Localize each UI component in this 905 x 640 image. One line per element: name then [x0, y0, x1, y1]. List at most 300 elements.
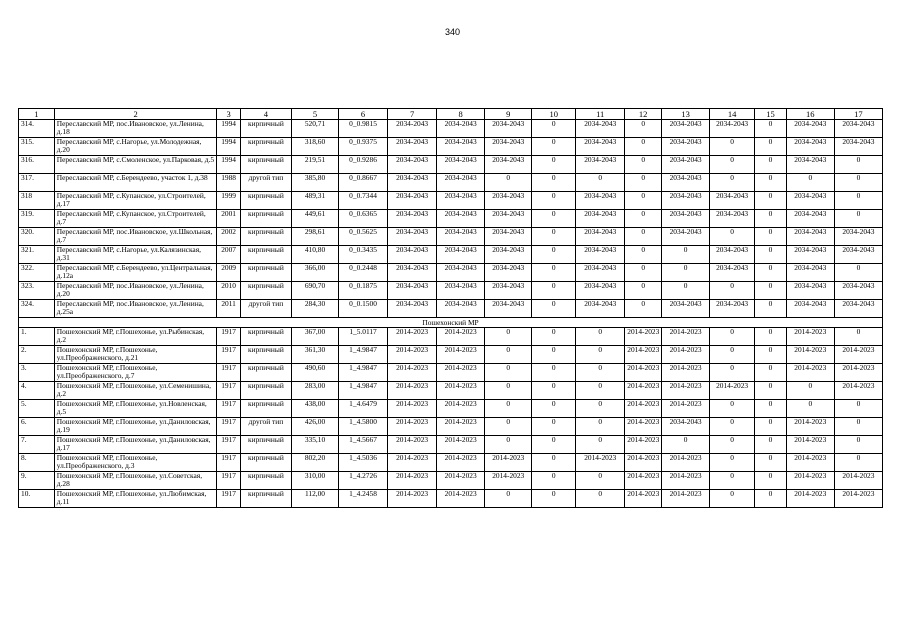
address-cell: Переславский МР, с.Купанское, ул.Строителей, д.7 — [54, 210, 217, 228]
address-cell: Пошехонский МР, г.Пошехонье, ул.Преображенского, д.3 — [54, 454, 217, 472]
period-cell: 2014-2023 — [437, 490, 485, 508]
period-cell: 0 — [576, 174, 625, 192]
period-cell: 2014-2023 — [834, 472, 882, 490]
period-cell: 2014-2023 — [662, 364, 710, 382]
section-title: Пошехонский МР — [19, 318, 883, 328]
period-cell: 2034-2043 — [662, 138, 710, 156]
area-cell: 520,71 — [291, 120, 338, 138]
period-cell: 0 — [532, 156, 576, 174]
period-cell: 2034-2043 — [576, 156, 625, 174]
year-cell: 1917 — [217, 382, 241, 400]
column-number: 7 — [388, 109, 437, 120]
period-cell: 2014-2023 — [625, 346, 662, 364]
address-cell: Пошехонский МР, г.Пошехонье, ул.Рыбинская, д.2 — [54, 328, 217, 346]
period-cell: 0 — [755, 346, 787, 364]
period-cell: 0 — [625, 192, 662, 210]
period-cell: 0 — [576, 472, 625, 490]
period-cell: 0 — [532, 120, 576, 138]
period-cell: 2034-2043 — [437, 120, 485, 138]
table-row — [19, 210, 883, 228]
period-cell: 0 — [834, 192, 882, 210]
index-cell: 1_4.9847 — [339, 346, 388, 364]
period-cell: 2014-2023 — [662, 328, 710, 346]
period-cell: 2034-2043 — [786, 300, 834, 318]
period-cell: 0 — [834, 454, 882, 472]
column-number-row — [19, 109, 883, 120]
period-cell: 0 — [532, 246, 576, 264]
area-cell: 410,80 — [291, 246, 338, 264]
period-cell: 0 — [532, 346, 576, 364]
period-cell: 2014-2023 — [437, 364, 485, 382]
period-cell: 0 — [755, 174, 787, 192]
period-cell: 2034-2043 — [437, 210, 485, 228]
address-cell: Переславский МР, с.Берендеево, ул.Центральная, д.12а — [54, 264, 217, 282]
column-number: 16 — [786, 109, 834, 120]
period-cell: 2014-2023 — [485, 454, 532, 472]
index-cell: 1_4.9847 — [339, 364, 388, 382]
address-cell: Переславский МР, с.Купанское, ул.Строителей, д.17 — [54, 192, 217, 210]
period-cell: 2034-2043 — [388, 120, 437, 138]
period-cell: 0 — [576, 328, 625, 346]
period-cell: 2014-2023 — [437, 472, 485, 490]
period-cell: 2034-2043 — [437, 246, 485, 264]
period-cell: 2034-2043 — [710, 300, 755, 318]
table-header — [19, 109, 883, 120]
period-cell: 2034-2043 — [437, 264, 485, 282]
period-cell: 0 — [625, 282, 662, 300]
period-cell: 2014-2023 — [388, 382, 437, 400]
index-cell: 0_0.9815 — [339, 120, 388, 138]
period-cell: 0 — [532, 418, 576, 436]
period-cell: 2014-2023 — [786, 364, 834, 382]
year-cell: 2007 — [217, 246, 241, 264]
address-cell: Переславский МР, с.Нагорье, ул.Молодежная, д.20 — [54, 138, 217, 156]
period-cell: 2034-2043 — [662, 120, 710, 138]
table-row — [19, 328, 883, 346]
period-cell: 2034-2043 — [662, 192, 710, 210]
row-number: 9. — [19, 472, 55, 490]
column-number: 11 — [576, 109, 625, 120]
period-cell: 2034-2043 — [834, 138, 882, 156]
period-cell: 0 — [532, 490, 576, 508]
period-cell: 0 — [710, 282, 755, 300]
area-cell: 298,61 — [291, 228, 338, 246]
area-cell: 449,61 — [291, 210, 338, 228]
year-cell: 2011 — [217, 300, 241, 318]
period-cell: 2014-2023 — [485, 472, 532, 490]
table-row — [19, 436, 883, 454]
period-cell: 2014-2023 — [786, 328, 834, 346]
row-number: 1. — [19, 328, 55, 346]
period-cell: 0 — [755, 300, 787, 318]
period-cell: 0 — [532, 138, 576, 156]
address-cell: Переславский МР, с.Берендеево, участок 1, д.38 — [54, 174, 217, 192]
period-cell: 0 — [710, 346, 755, 364]
year-cell: 1917 — [217, 400, 241, 418]
period-cell: 2034-2043 — [437, 228, 485, 246]
period-cell: 0 — [662, 264, 710, 282]
period-cell: 0 — [710, 418, 755, 436]
period-cell: 0 — [532, 436, 576, 454]
year-cell: 1917 — [217, 454, 241, 472]
period-cell: 0 — [786, 382, 834, 400]
column-number: 15 — [755, 109, 787, 120]
year-cell: 2009 — [217, 264, 241, 282]
period-cell: 0 — [576, 400, 625, 418]
column-number: 8 — [437, 109, 485, 120]
period-cell: 2034-2043 — [662, 300, 710, 318]
period-cell: 2014-2023 — [625, 454, 662, 472]
period-cell: 2014-2023 — [786, 418, 834, 436]
period-cell: 2034-2043 — [388, 138, 437, 156]
year-cell: 1917 — [217, 418, 241, 436]
period-cell: 0 — [834, 418, 882, 436]
column-number: 3 — [217, 109, 241, 120]
period-cell: 0 — [532, 228, 576, 246]
period-cell: 2034-2043 — [662, 174, 710, 192]
column-number: 6 — [339, 109, 388, 120]
period-cell: 0 — [485, 174, 532, 192]
address-cell: Пошехонский МР, г.Пошехонье, ул.Даниловская, д.17 — [54, 436, 217, 454]
address-cell: Переславский МР, пос.Ивановское, ул.Ленина, д.18 — [54, 120, 217, 138]
period-cell: 2034-2043 — [388, 300, 437, 318]
material-cell: другой тип — [240, 174, 291, 192]
period-cell: 2034-2043 — [834, 300, 882, 318]
material-cell: кирпичный — [240, 364, 291, 382]
period-cell: 2034-2043 — [710, 246, 755, 264]
period-cell: 0 — [576, 418, 625, 436]
period-cell: 0 — [485, 490, 532, 508]
period-cell: 2034-2043 — [485, 120, 532, 138]
period-cell: 0 — [755, 382, 787, 400]
period-cell: 2014-2023 — [786, 472, 834, 490]
period-cell: 0 — [710, 156, 755, 174]
period-cell: 0 — [834, 210, 882, 228]
address-cell: Переславский МР, пос.Ивановское, ул.Ленина, д.25а — [54, 300, 217, 318]
period-cell: 0 — [834, 264, 882, 282]
period-cell: 0 — [834, 400, 882, 418]
year-cell: 1994 — [217, 156, 241, 174]
period-cell: 2014-2023 — [437, 436, 485, 454]
period-cell: 0 — [625, 120, 662, 138]
index-cell: 1_4.2726 — [339, 472, 388, 490]
material-cell: кирпичный — [240, 490, 291, 508]
section-header — [19, 318, 883, 328]
period-cell: 0 — [532, 400, 576, 418]
column-number: 14 — [710, 109, 755, 120]
index-cell: 0_0.9375 — [339, 138, 388, 156]
period-cell: 2034-2043 — [437, 174, 485, 192]
column-number: 1 — [19, 109, 55, 120]
period-cell: 2014-2023 — [388, 490, 437, 508]
period-cell: 2014-2023 — [388, 472, 437, 490]
row-number: 6. — [19, 418, 55, 436]
period-cell: 0 — [485, 436, 532, 454]
period-cell: 2034-2043 — [485, 282, 532, 300]
period-cell: 2014-2023 — [437, 454, 485, 472]
period-cell: 2034-2043 — [437, 156, 485, 174]
period-cell: 2034-2043 — [834, 246, 882, 264]
period-cell: 2034-2043 — [786, 228, 834, 246]
period-cell: 2014-2023 — [437, 400, 485, 418]
material-cell: кирпичный — [240, 246, 291, 264]
period-cell: 2014-2023 — [662, 490, 710, 508]
period-cell: 2014-2023 — [625, 418, 662, 436]
period-cell: 2034-2043 — [437, 192, 485, 210]
period-cell: 0 — [485, 364, 532, 382]
period-cell: 2034-2043 — [576, 300, 625, 318]
address-cell: Пошехонский МР, г.Пошехонье, ул.Советская, д.28 — [54, 472, 217, 490]
period-cell: 0 — [755, 400, 787, 418]
period-cell: 0 — [755, 228, 787, 246]
material-cell: кирпичный — [240, 120, 291, 138]
period-cell: 2034-2043 — [576, 228, 625, 246]
period-cell: 2034-2043 — [576, 246, 625, 264]
period-cell: 2014-2023 — [625, 364, 662, 382]
index-cell: 1_4.5800 — [339, 418, 388, 436]
period-cell: 2034-2043 — [662, 156, 710, 174]
period-cell: 2034-2043 — [485, 156, 532, 174]
row-number: 5. — [19, 400, 55, 418]
table-row — [19, 400, 883, 418]
year-cell: 2002 — [217, 228, 241, 246]
row-number: 318 — [19, 192, 55, 210]
column-number: 4 — [240, 109, 291, 120]
period-cell: 0 — [755, 264, 787, 282]
period-cell: 2014-2023 — [388, 328, 437, 346]
period-cell: 0 — [625, 264, 662, 282]
year-cell: 1917 — [217, 364, 241, 382]
address-cell: Пошехонский МР, г.Пошехонье, ул.Семенишина, д.2 — [54, 382, 217, 400]
material-cell: кирпичный — [240, 156, 291, 174]
year-cell: 2001 — [217, 210, 241, 228]
row-number: 317. — [19, 174, 55, 192]
period-cell: 0 — [755, 192, 787, 210]
index-cell: 1_4.6479 — [339, 400, 388, 418]
address-cell: Переславский МР, пос.Ивановское, ул.Школьная, д.7 — [54, 228, 217, 246]
period-cell: 0 — [625, 138, 662, 156]
period-cell: 0 — [485, 382, 532, 400]
material-cell: кирпичный — [240, 436, 291, 454]
period-cell: 0 — [834, 436, 882, 454]
period-cell: 0 — [625, 156, 662, 174]
period-cell: 0 — [662, 246, 710, 264]
period-cell: 0 — [786, 400, 834, 418]
address-cell: Пошехонский МР, г.Пошехонье, ул.Преображенского, д.21 — [54, 346, 217, 364]
index-cell: 0_0.3435 — [339, 246, 388, 264]
period-cell: 2034-2043 — [786, 210, 834, 228]
row-number: 3. — [19, 364, 55, 382]
period-cell: 2034-2043 — [388, 264, 437, 282]
table-row — [19, 490, 883, 508]
period-cell: 2034-2043 — [710, 192, 755, 210]
period-cell: 2034-2043 — [834, 120, 882, 138]
period-cell: 2014-2023 — [625, 436, 662, 454]
table-row — [19, 346, 883, 364]
area-cell: 690,70 — [291, 282, 338, 300]
address-cell: Переславский МР, пос.Ивановское, ул.Ленина, д.20 — [54, 282, 217, 300]
year-cell: 1994 — [217, 138, 241, 156]
period-cell: 0 — [625, 228, 662, 246]
period-cell: 0 — [625, 210, 662, 228]
period-cell: 0 — [532, 282, 576, 300]
period-cell: 0 — [532, 210, 576, 228]
period-cell: 0 — [532, 300, 576, 318]
table-row — [19, 192, 883, 210]
period-cell: 0 — [532, 174, 576, 192]
period-cell: 2014-2023 — [388, 364, 437, 382]
area-cell: 112,00 — [291, 490, 338, 508]
period-cell: 2034-2043 — [576, 138, 625, 156]
period-cell: 0 — [662, 436, 710, 454]
period-cell: 2034-2043 — [786, 282, 834, 300]
period-cell: 0 — [576, 364, 625, 382]
period-cell: 2034-2043 — [388, 246, 437, 264]
period-cell: 2034-2043 — [786, 138, 834, 156]
area-cell: 219,51 — [291, 156, 338, 174]
row-number: 8. — [19, 454, 55, 472]
index-cell: 0_0.1875 — [339, 282, 388, 300]
period-cell: 2034-2043 — [662, 228, 710, 246]
material-cell: кирпичный — [240, 138, 291, 156]
table-row — [19, 174, 883, 192]
table-row — [19, 364, 883, 382]
period-cell: 0 — [710, 364, 755, 382]
period-cell: 0 — [755, 418, 787, 436]
year-cell: 1988 — [217, 174, 241, 192]
column-number: 5 — [291, 109, 338, 120]
period-cell: 0 — [755, 120, 787, 138]
index-cell: 0_0.2448 — [339, 264, 388, 282]
table-row — [19, 246, 883, 264]
index-cell: 1_5.0117 — [339, 328, 388, 346]
period-cell: 0 — [710, 228, 755, 246]
material-cell: кирпичный — [240, 192, 291, 210]
period-cell: 2034-2043 — [786, 192, 834, 210]
table-row — [19, 120, 883, 138]
year-cell: 1917 — [217, 436, 241, 454]
row-number: 7. — [19, 436, 55, 454]
period-cell: 2034-2043 — [710, 120, 755, 138]
period-cell: 2014-2023 — [662, 346, 710, 364]
period-cell: 2014-2023 — [662, 454, 710, 472]
period-cell: 0 — [755, 282, 787, 300]
row-number: 321. — [19, 246, 55, 264]
period-cell: 2034-2043 — [710, 264, 755, 282]
period-cell: 2034-2043 — [388, 228, 437, 246]
row-number: 4. — [19, 382, 55, 400]
area-cell: 802,20 — [291, 454, 338, 472]
period-cell: 2034-2043 — [786, 120, 834, 138]
index-cell: 0_0.6365 — [339, 210, 388, 228]
period-cell: 2034-2043 — [485, 246, 532, 264]
table-row — [19, 382, 883, 400]
period-cell: 2014-2023 — [625, 382, 662, 400]
page-number: 340 — [444, 27, 461, 37]
period-cell: 0 — [532, 364, 576, 382]
material-cell: кирпичный — [240, 282, 291, 300]
period-cell: 0 — [485, 328, 532, 346]
row-number: 10. — [19, 490, 55, 508]
period-cell: 2034-2043 — [786, 264, 834, 282]
period-cell: 2014-2023 — [662, 382, 710, 400]
period-cell: 2034-2043 — [485, 300, 532, 318]
row-number: 2. — [19, 346, 55, 364]
index-cell: 0_0.1500 — [339, 300, 388, 318]
table-row — [19, 300, 883, 318]
area-cell: 385,80 — [291, 174, 338, 192]
period-cell: 2034-2043 — [662, 418, 710, 436]
table-row — [19, 156, 883, 174]
period-cell: 2014-2023 — [625, 490, 662, 508]
period-cell: 2034-2043 — [576, 210, 625, 228]
index-cell: 1_4.2458 — [339, 490, 388, 508]
period-cell: 0 — [755, 210, 787, 228]
period-cell: 0 — [710, 400, 755, 418]
period-cell: 2014-2023 — [388, 436, 437, 454]
column-number: 9 — [485, 109, 532, 120]
period-cell: 2014-2023 — [437, 346, 485, 364]
area-cell: 310,00 — [291, 472, 338, 490]
row-number: 319. — [19, 210, 55, 228]
period-cell: 2034-2043 — [437, 138, 485, 156]
period-cell: 2014-2023 — [437, 382, 485, 400]
period-cell: 0 — [662, 282, 710, 300]
period-cell: 0 — [485, 418, 532, 436]
table-row — [19, 472, 883, 490]
period-cell: 0 — [755, 490, 787, 508]
index-cell: 0_0.5625 — [339, 228, 388, 246]
register-table — [18, 108, 883, 508]
year-cell: 2010 — [217, 282, 241, 300]
period-cell: 0 — [576, 490, 625, 508]
period-cell: 2014-2023 — [834, 346, 882, 364]
material-cell: кирпичный — [240, 210, 291, 228]
index-cell: 1_4.5667 — [339, 436, 388, 454]
material-cell: кирпичный — [240, 454, 291, 472]
year-cell: 1917 — [217, 346, 241, 364]
period-cell: 2034-2043 — [576, 264, 625, 282]
year-cell: 1917 — [217, 472, 241, 490]
period-cell: 2014-2023 — [625, 472, 662, 490]
period-cell: 0 — [786, 174, 834, 192]
period-cell: 0 — [532, 472, 576, 490]
period-cell: 0 — [532, 382, 576, 400]
period-cell: 2034-2043 — [437, 300, 485, 318]
period-cell: 0 — [834, 156, 882, 174]
period-cell: 0 — [755, 156, 787, 174]
period-cell: 2014-2023 — [388, 400, 437, 418]
area-cell: 426,00 — [291, 418, 338, 436]
year-cell: 1917 — [217, 328, 241, 346]
period-cell: 2034-2043 — [485, 228, 532, 246]
period-cell: 2014-2023 — [786, 436, 834, 454]
column-number: 10 — [532, 109, 576, 120]
table-row — [19, 264, 883, 282]
period-cell: 2034-2043 — [662, 210, 710, 228]
period-cell: 2034-2043 — [485, 192, 532, 210]
period-cell: 0 — [755, 328, 787, 346]
index-cell: 1_4.5036 — [339, 454, 388, 472]
period-cell: 0 — [576, 382, 625, 400]
index-cell: 0_0.9286 — [339, 156, 388, 174]
period-cell: 2034-2043 — [576, 282, 625, 300]
period-cell: 2014-2023 — [437, 328, 485, 346]
index-cell: 0_0.7344 — [339, 192, 388, 210]
index-cell: 1_4.9847 — [339, 382, 388, 400]
area-cell: 283,00 — [291, 382, 338, 400]
period-cell: 0 — [710, 138, 755, 156]
